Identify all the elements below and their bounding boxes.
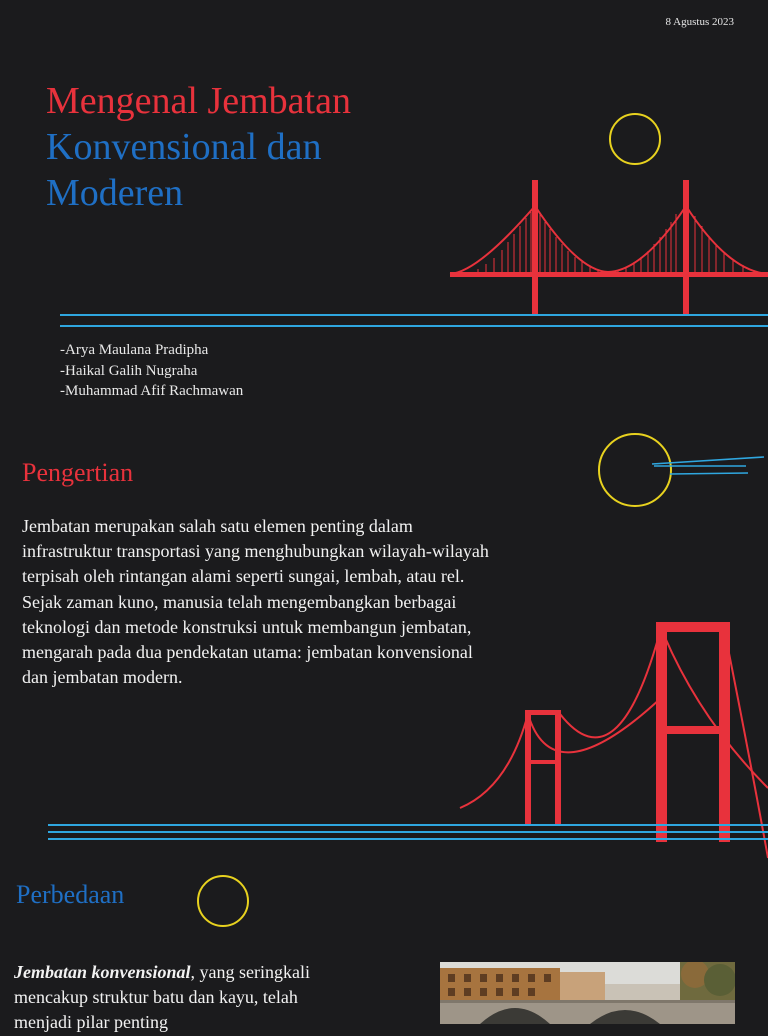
section-body-pengertian: Jembatan merupakan salah satu elemen penting dalam infrastruktur transportasi yang menghubungkan wilayah-wilayah terpisah oleh rintangan alami seperti sungai, lembah, atau rel. Sejak zaman kuno, manusia telah mengembangkan berbagai teknologi dan metode konstruksi untuk membangun jembatan, mengarah pada dua pendekatan utama: jembatan konvensional dan jembatan modern.	[22, 516, 489, 688]
document-date: 8 Agustus 2023	[665, 16, 734, 28]
section-heading-perbedaan: Perbedaan	[16, 880, 125, 909]
water-lines-top	[60, 312, 768, 330]
body-text: , yang seringkali mencakup struktur batu dan kayu, telah menjadi pilar penting	[14, 962, 311, 1033]
author-list	[60, 340, 243, 402]
sun-circle-icon	[608, 112, 662, 166]
sun-circle-icon	[196, 874, 250, 928]
title-line-3: Moderen	[46, 172, 184, 214]
author-item: -Muhammad Afif Rachmawan	[60, 383, 244, 399]
bridge-photo	[440, 962, 735, 1024]
emphasis-term: Jembatan konvensional	[14, 962, 191, 982]
author-item: -Haikal Galih Nugraha	[60, 362, 198, 379]
sun-circle-icon	[596, 432, 768, 510]
water-lines-middle	[48, 822, 768, 842]
suspension-bridge-icon	[448, 176, 768, 318]
suspension-bridge-icon	[458, 618, 768, 844]
section-body-perbedaan	[14, 960, 344, 1036]
title-line-1: Mengenal Jembatan	[46, 80, 351, 122]
author-item: -Arya Maulana Pradipha	[60, 342, 209, 358]
title-line-2: Konvensional dan	[46, 126, 322, 168]
page-title	[46, 78, 351, 216]
section-heading-pengertian: Pengertian	[22, 458, 134, 487]
